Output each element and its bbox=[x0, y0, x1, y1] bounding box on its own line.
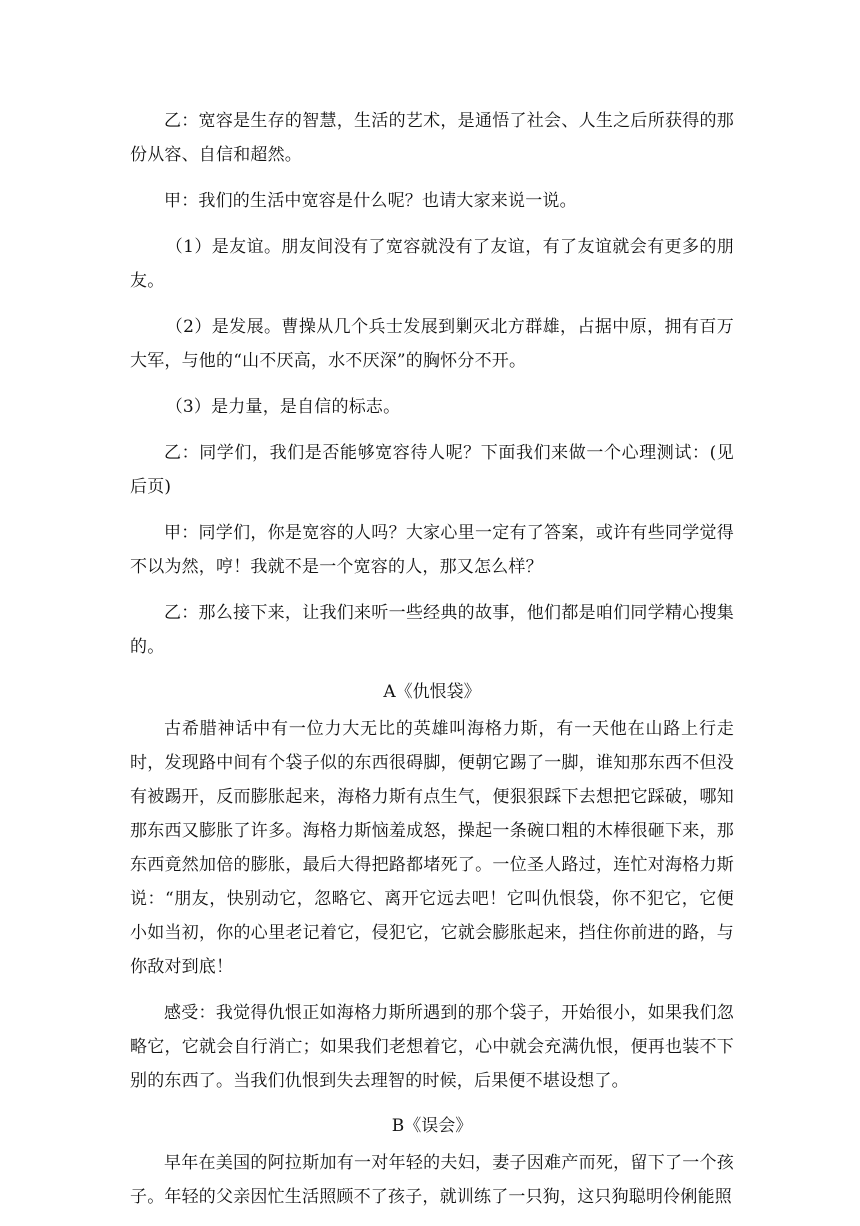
dialogue-paragraph: 甲：我们的生活中宽容是什么呢？也请大家来说一说。 bbox=[164, 191, 577, 211]
dialogue-paragraph: 甲：同学们，你是宽容的人吗？大家心里一定有了答案，或许有些同学觉得不以为然，哼！我就不是一个宽容的人，那又怎么样？ bbox=[130, 523, 734, 577]
story-a-title: A《仇恨袋》 bbox=[383, 682, 481, 702]
list-item-paragraph: （3）是力量，是自信的标志。 bbox=[165, 397, 401, 417]
story-a-feeling: 感受：我觉得仇恨正如海格力斯所遇到的那个袋子，开始很小，如果我们忽略它，它就会自行消亡；如果我们老想着它，心中就会充满仇恨，便再也装不下别的东西了。当我们仇恨到失去理智的时候，后果便不堪设想了。 bbox=[130, 1003, 734, 1091]
dialogue-paragraph: 乙：同学们，我们是否能够宽容待人呢？下面我们来做一个心理测试：(见后页) bbox=[130, 443, 734, 497]
story-b-title: B《误会》 bbox=[391, 1116, 473, 1136]
document-body bbox=[130, 104, 734, 1226]
dialogue-paragraph: 乙：那么接下来，让我们来听一些经典的故事，他们都是咱们同学精心搜集的。 bbox=[130, 603, 734, 657]
dialogue-paragraph: 乙：宽容是生存的智慧，生活的艺术，是通悟了社会、人生之后所获得的那份从容、自信和超然。 bbox=[130, 111, 734, 165]
story-a-text: 古希腊神话中有一位力大无比的英雄叫海格力斯，有一天他在山路上行走时，发现路中间有个袋子似的东西很碍脚，便朝它踢了一脚，谁知那东西不但没有被踢开，反而膨胀起来，海格力斯有点生气，便狠狠踩下去想把它踩破，哪知那东西又膨胀了许多。海格力斯恼羞成怒，操起一条碗口粗的木棒很砸下来，那东西竟然加倍的膨胀，最后大得把路都堵死了。一位圣人路过，连忙对海格力斯说：“朋友，快别动它，忽略它、离开它远去吧！它叫仇恨袋，你不犯它，它便小如当初，你的心里老记着它，侵犯它，它就会膨胀起来，挡住你前进的路，与你敌对到底！ bbox=[130, 719, 734, 977]
list-item-paragraph: （2）是发展。曹操从几个兵士发展到剿灭北方群雄，占据中原，拥有百万大军，与他的“山不厌高，水不厌深”的胸怀分不开。 bbox=[130, 317, 734, 371]
story-b-text: 早年在美国的阿拉斯加有一对年轻的夫妇，妻子因难产而死，留下了一个孩子。年轻的父亲因忙生活照顾不了孩子，就训练了一只狗，这只狗聪明伶俐能照 bbox=[130, 1153, 734, 1207]
list-item-paragraph: （1）是友谊。朋友间没有了宽容就没有了友谊，有了友谊就会有更多的朋友。 bbox=[130, 237, 734, 291]
